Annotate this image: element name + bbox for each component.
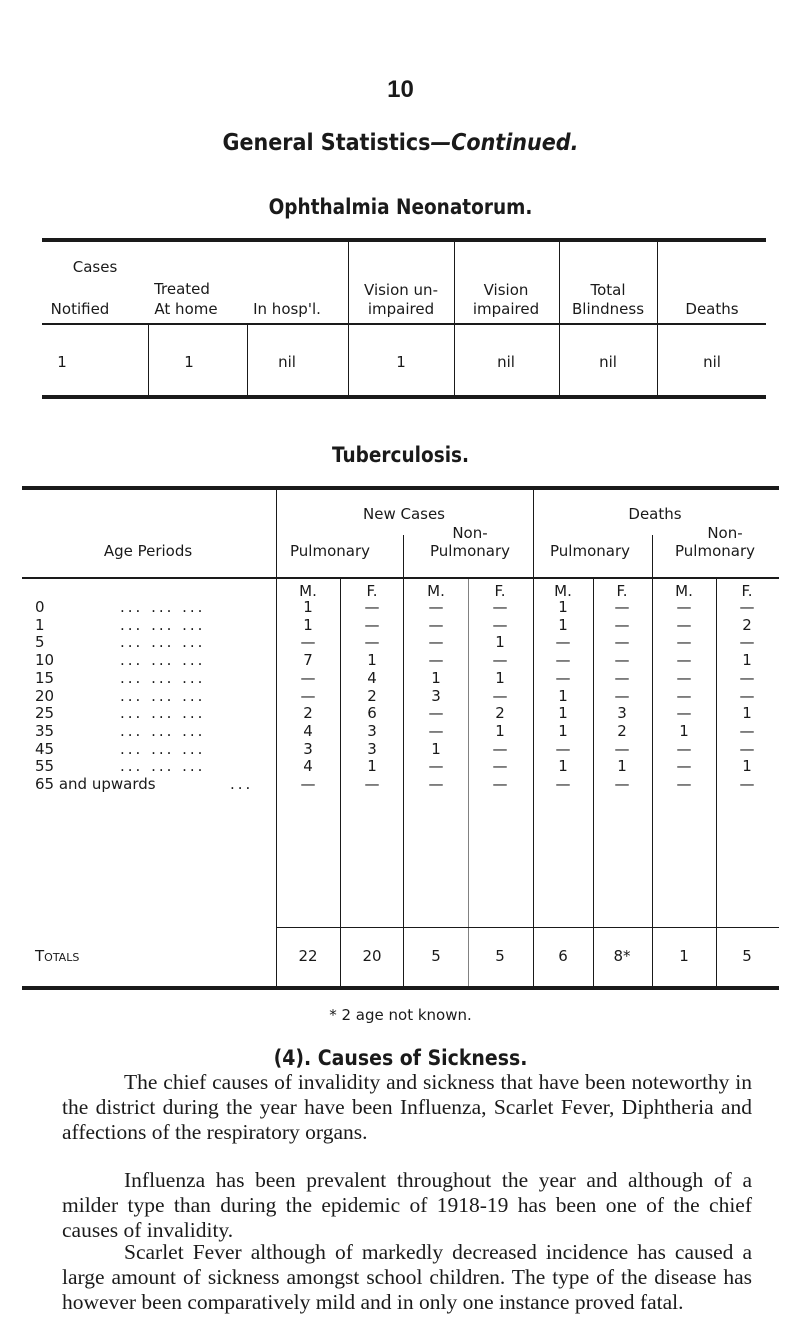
table-cell: 4: [303, 721, 313, 740]
totals-cell: 8*: [613, 947, 631, 965]
totals-cell: 20: [362, 947, 382, 965]
col-divider: [148, 325, 149, 395]
col-divider: [247, 325, 248, 395]
header-vision-impaired: impaired: [472, 300, 540, 318]
age-period-label: 5: [35, 633, 45, 652]
table-cell: 1: [558, 686, 568, 705]
age-period-label: 35: [35, 721, 55, 740]
col-divider: [593, 579, 594, 986]
table-cell: —: [555, 739, 571, 758]
totals-cell: 22: [298, 947, 318, 965]
table-rule-top: [22, 486, 779, 490]
table-cell: —: [614, 651, 630, 670]
age-period-label: 1: [35, 615, 45, 634]
title-continued: —Continued.: [430, 130, 579, 156]
table-cell: —: [739, 633, 755, 652]
table-cell: 4: [367, 668, 377, 687]
leader-dots: ... ... ...: [120, 739, 206, 758]
table-cell: —: [676, 775, 692, 793]
table-rule-bottom: [22, 986, 779, 990]
table-cell: —: [555, 668, 571, 687]
table-cell: 3: [367, 721, 377, 740]
table-cell: —: [676, 598, 692, 616]
table-cell: —: [555, 651, 571, 670]
leader-dots: ... ... ...: [120, 686, 206, 705]
age-period-label: 20: [35, 686, 55, 705]
totals-label: Totals: [35, 947, 80, 965]
col-divider: [559, 240, 560, 395]
header-pulmonary: Pulmonary: [550, 542, 630, 560]
header-m: M.: [427, 582, 445, 600]
table-cell: —: [364, 775, 380, 793]
header-deaths: Deaths: [628, 505, 682, 523]
table-cell: —: [428, 721, 444, 740]
header-non-pulmonary: Pulmonary: [675, 542, 755, 560]
col-divider: [533, 488, 534, 986]
header-non-pulmonary: Pulmonary: [430, 542, 510, 560]
table-cell: 1: [495, 668, 505, 687]
col-divider: [403, 535, 404, 578]
table-cell: —: [676, 615, 692, 634]
table-cell: nil: [599, 353, 617, 371]
table-cell: nil: [497, 353, 515, 371]
page-title: [40, 130, 761, 156]
header-vision-unimpaired: Vision un-: [364, 281, 438, 299]
table-cell: nil: [703, 353, 721, 371]
table-cell: —: [428, 704, 444, 723]
leader-dots: ... ... ...: [120, 598, 206, 616]
header-at-home: At home: [154, 300, 218, 318]
col-divider: [652, 535, 653, 578]
table-cell: 1: [679, 721, 689, 740]
table-cell: —: [492, 651, 508, 670]
table-cell: —: [739, 721, 755, 740]
table-cell: 1: [742, 757, 752, 776]
header-m: M.: [554, 582, 572, 600]
table-cell: 1: [303, 598, 313, 616]
table-cell: —: [676, 757, 692, 776]
table-cell: 1: [431, 739, 441, 758]
table-cell: —: [676, 651, 692, 670]
age-period-label: 15: [35, 668, 55, 687]
col-divider: [276, 488, 277, 986]
col-divider: [454, 240, 455, 395]
table-cell: —: [614, 775, 630, 793]
table-cell: —: [428, 615, 444, 634]
table-cell: —: [739, 668, 755, 687]
table-cell: —: [676, 739, 692, 758]
col-divider: [468, 579, 469, 986]
table-cell: nil: [278, 353, 296, 371]
ophthalmia-title: Ophthalmia Neonatorum.: [268, 195, 533, 219]
table-cell: 1: [367, 757, 377, 776]
age-period-label: 25: [35, 704, 55, 723]
leader-dots: ... ... ...: [120, 668, 206, 687]
table-cell: —: [676, 686, 692, 705]
table-cell: 1: [558, 704, 568, 723]
header-new-cases: New Cases: [362, 505, 446, 523]
table-cell: —: [428, 651, 444, 670]
col-divider: [340, 579, 341, 986]
header-notified: Notified: [50, 300, 110, 318]
table-cell: 1: [431, 668, 441, 687]
header-cases: Cases: [72, 258, 118, 276]
table-cell: 1: [558, 598, 568, 616]
col-divider: [652, 579, 653, 986]
table-cell: 4: [303, 757, 313, 776]
header-non: Non-: [452, 524, 488, 542]
footnote: * 2 age not known.: [329, 1006, 472, 1024]
header-total-blindness: Blindness: [571, 300, 645, 318]
table-cell: —: [676, 704, 692, 723]
table-cell: —: [428, 757, 444, 776]
table-cell: 3: [431, 686, 441, 705]
table-cell: 1: [617, 757, 627, 776]
table-cell: 1: [742, 704, 752, 723]
table-rule-bottom: [42, 395, 766, 399]
age-period-label: 0: [35, 598, 45, 616]
table-cell: —: [614, 598, 630, 616]
tuberculosis-title: Tuberculosis.: [331, 443, 470, 467]
totals-cell: 1: [679, 947, 689, 965]
table-cell: 1: [495, 721, 505, 740]
page-number: 10: [387, 76, 414, 103]
causes-title: (4). Causes of Sickness.: [273, 1046, 528, 1070]
paragraph: Scarlet Fever although of markedly decreased incidence has caused a large amount of sickness amongst school children. The type of the disease has however been comparatively mild and in only one instance proved fatal.: [62, 1240, 752, 1314]
table-cell: —: [492, 775, 508, 793]
table-cell: 3: [303, 739, 313, 758]
col-divider: [403, 579, 404, 986]
table-cell: —: [300, 775, 316, 793]
table-cell: —: [555, 633, 571, 652]
table-cell: —: [300, 633, 316, 652]
col-divider: [716, 579, 717, 986]
leader-dots: ... ... ...: [120, 757, 206, 776]
table-cell: —: [614, 633, 630, 652]
header-m: M.: [675, 582, 693, 600]
leader-dots: ... ... ...: [120, 651, 206, 670]
table-cell: 2: [303, 704, 313, 723]
table-cell: 3: [367, 739, 377, 758]
age-period-label: 55: [35, 757, 55, 776]
table-cell: 1: [57, 353, 67, 371]
table-cell: —: [739, 686, 755, 705]
header-vision-impaired: Vision: [483, 281, 529, 299]
col-divider: [348, 240, 349, 395]
title-main: General Statistics: [222, 130, 431, 156]
table-cell: —: [428, 633, 444, 652]
age-period-label: 10: [35, 651, 55, 670]
totals-cell: 5: [495, 947, 505, 965]
table-rule-header: [22, 577, 779, 579]
table-cell: —: [614, 739, 630, 758]
table-cell: 7: [303, 651, 313, 670]
table-cell: —: [364, 598, 380, 616]
leader-dots: ... ... ...: [120, 615, 206, 634]
table-cell: —: [492, 598, 508, 616]
table-cell: 1: [303, 615, 313, 634]
table-cell: —: [555, 775, 571, 793]
header-vision-unimpaired: impaired: [367, 300, 435, 318]
table-rule-totals: [276, 927, 779, 928]
header-f: F.: [494, 582, 506, 600]
totals-cell: 5: [742, 947, 752, 965]
header-f: F.: [616, 582, 628, 600]
table-cell: 1: [396, 353, 406, 371]
header-m: M.: [299, 582, 317, 600]
table-cell: —: [614, 668, 630, 687]
totals-cell: 5: [431, 947, 441, 965]
table-cell: 1: [367, 651, 377, 670]
table-cell: 1: [558, 757, 568, 776]
table-cell: —: [676, 668, 692, 687]
table-cell: —: [739, 775, 755, 793]
table-cell: —: [300, 686, 316, 705]
paragraph: The chief causes of invalidity and sickness that have been noteworthy in the district during the year have been Influenza, Scarlet Fever, Diphtheria and affections of the respiratory organs.: [62, 1070, 752, 1144]
leader-dots: ...: [230, 775, 254, 793]
table-cell: 1: [558, 721, 568, 740]
leader-dots: ... ... ...: [120, 704, 206, 723]
table-cell: 3: [617, 704, 627, 723]
table-cell: —: [739, 739, 755, 758]
table-cell: —: [614, 686, 630, 705]
paragraph: Influenza has been prevalent throughout the year and although of a milder type than during the epidemic of 1918-19 has been one of the chief causes of invalidity.: [62, 1168, 752, 1242]
leader-dots: ... ... ...: [120, 633, 206, 652]
header-pulmonary: Pulmonary: [290, 542, 370, 560]
age-period-label: 45: [35, 739, 55, 758]
header-treated: Treated: [154, 280, 210, 298]
totals-cell: 6: [558, 947, 568, 965]
age-period-label: 65 and upwards: [35, 775, 156, 793]
header-in-hosp: In hosp'l.: [253, 300, 321, 318]
table-cell: —: [300, 668, 316, 687]
table-cell: —: [428, 775, 444, 793]
header-deaths: Deaths: [685, 300, 739, 318]
table-cell: 1: [558, 615, 568, 634]
table-cell: —: [364, 615, 380, 634]
leader-dots: ... ... ...: [120, 721, 206, 740]
header-total-blindness: Total: [590, 281, 626, 299]
table-cell: —: [492, 757, 508, 776]
table-cell: 2: [367, 686, 377, 705]
header-f: F.: [741, 582, 753, 600]
table-cell: 2: [617, 721, 627, 740]
table-cell: 2: [742, 615, 752, 634]
table-cell: —: [492, 739, 508, 758]
table-cell: 1: [495, 633, 505, 652]
header-age-periods: Age Periods: [103, 542, 193, 560]
table-cell: 6: [367, 704, 377, 723]
table-cell: —: [739, 598, 755, 616]
header-non: Non-: [707, 524, 743, 542]
table-cell: —: [428, 598, 444, 616]
col-divider: [657, 240, 658, 395]
header-f: F.: [366, 582, 378, 600]
table-cell: —: [492, 686, 508, 705]
table-cell: —: [614, 615, 630, 634]
table-cell: —: [492, 615, 508, 634]
table-cell: 1: [184, 353, 194, 371]
table-cell: —: [676, 633, 692, 652]
table-cell: —: [364, 633, 380, 652]
table-cell: 1: [742, 651, 752, 670]
table-cell: 2: [495, 704, 505, 723]
